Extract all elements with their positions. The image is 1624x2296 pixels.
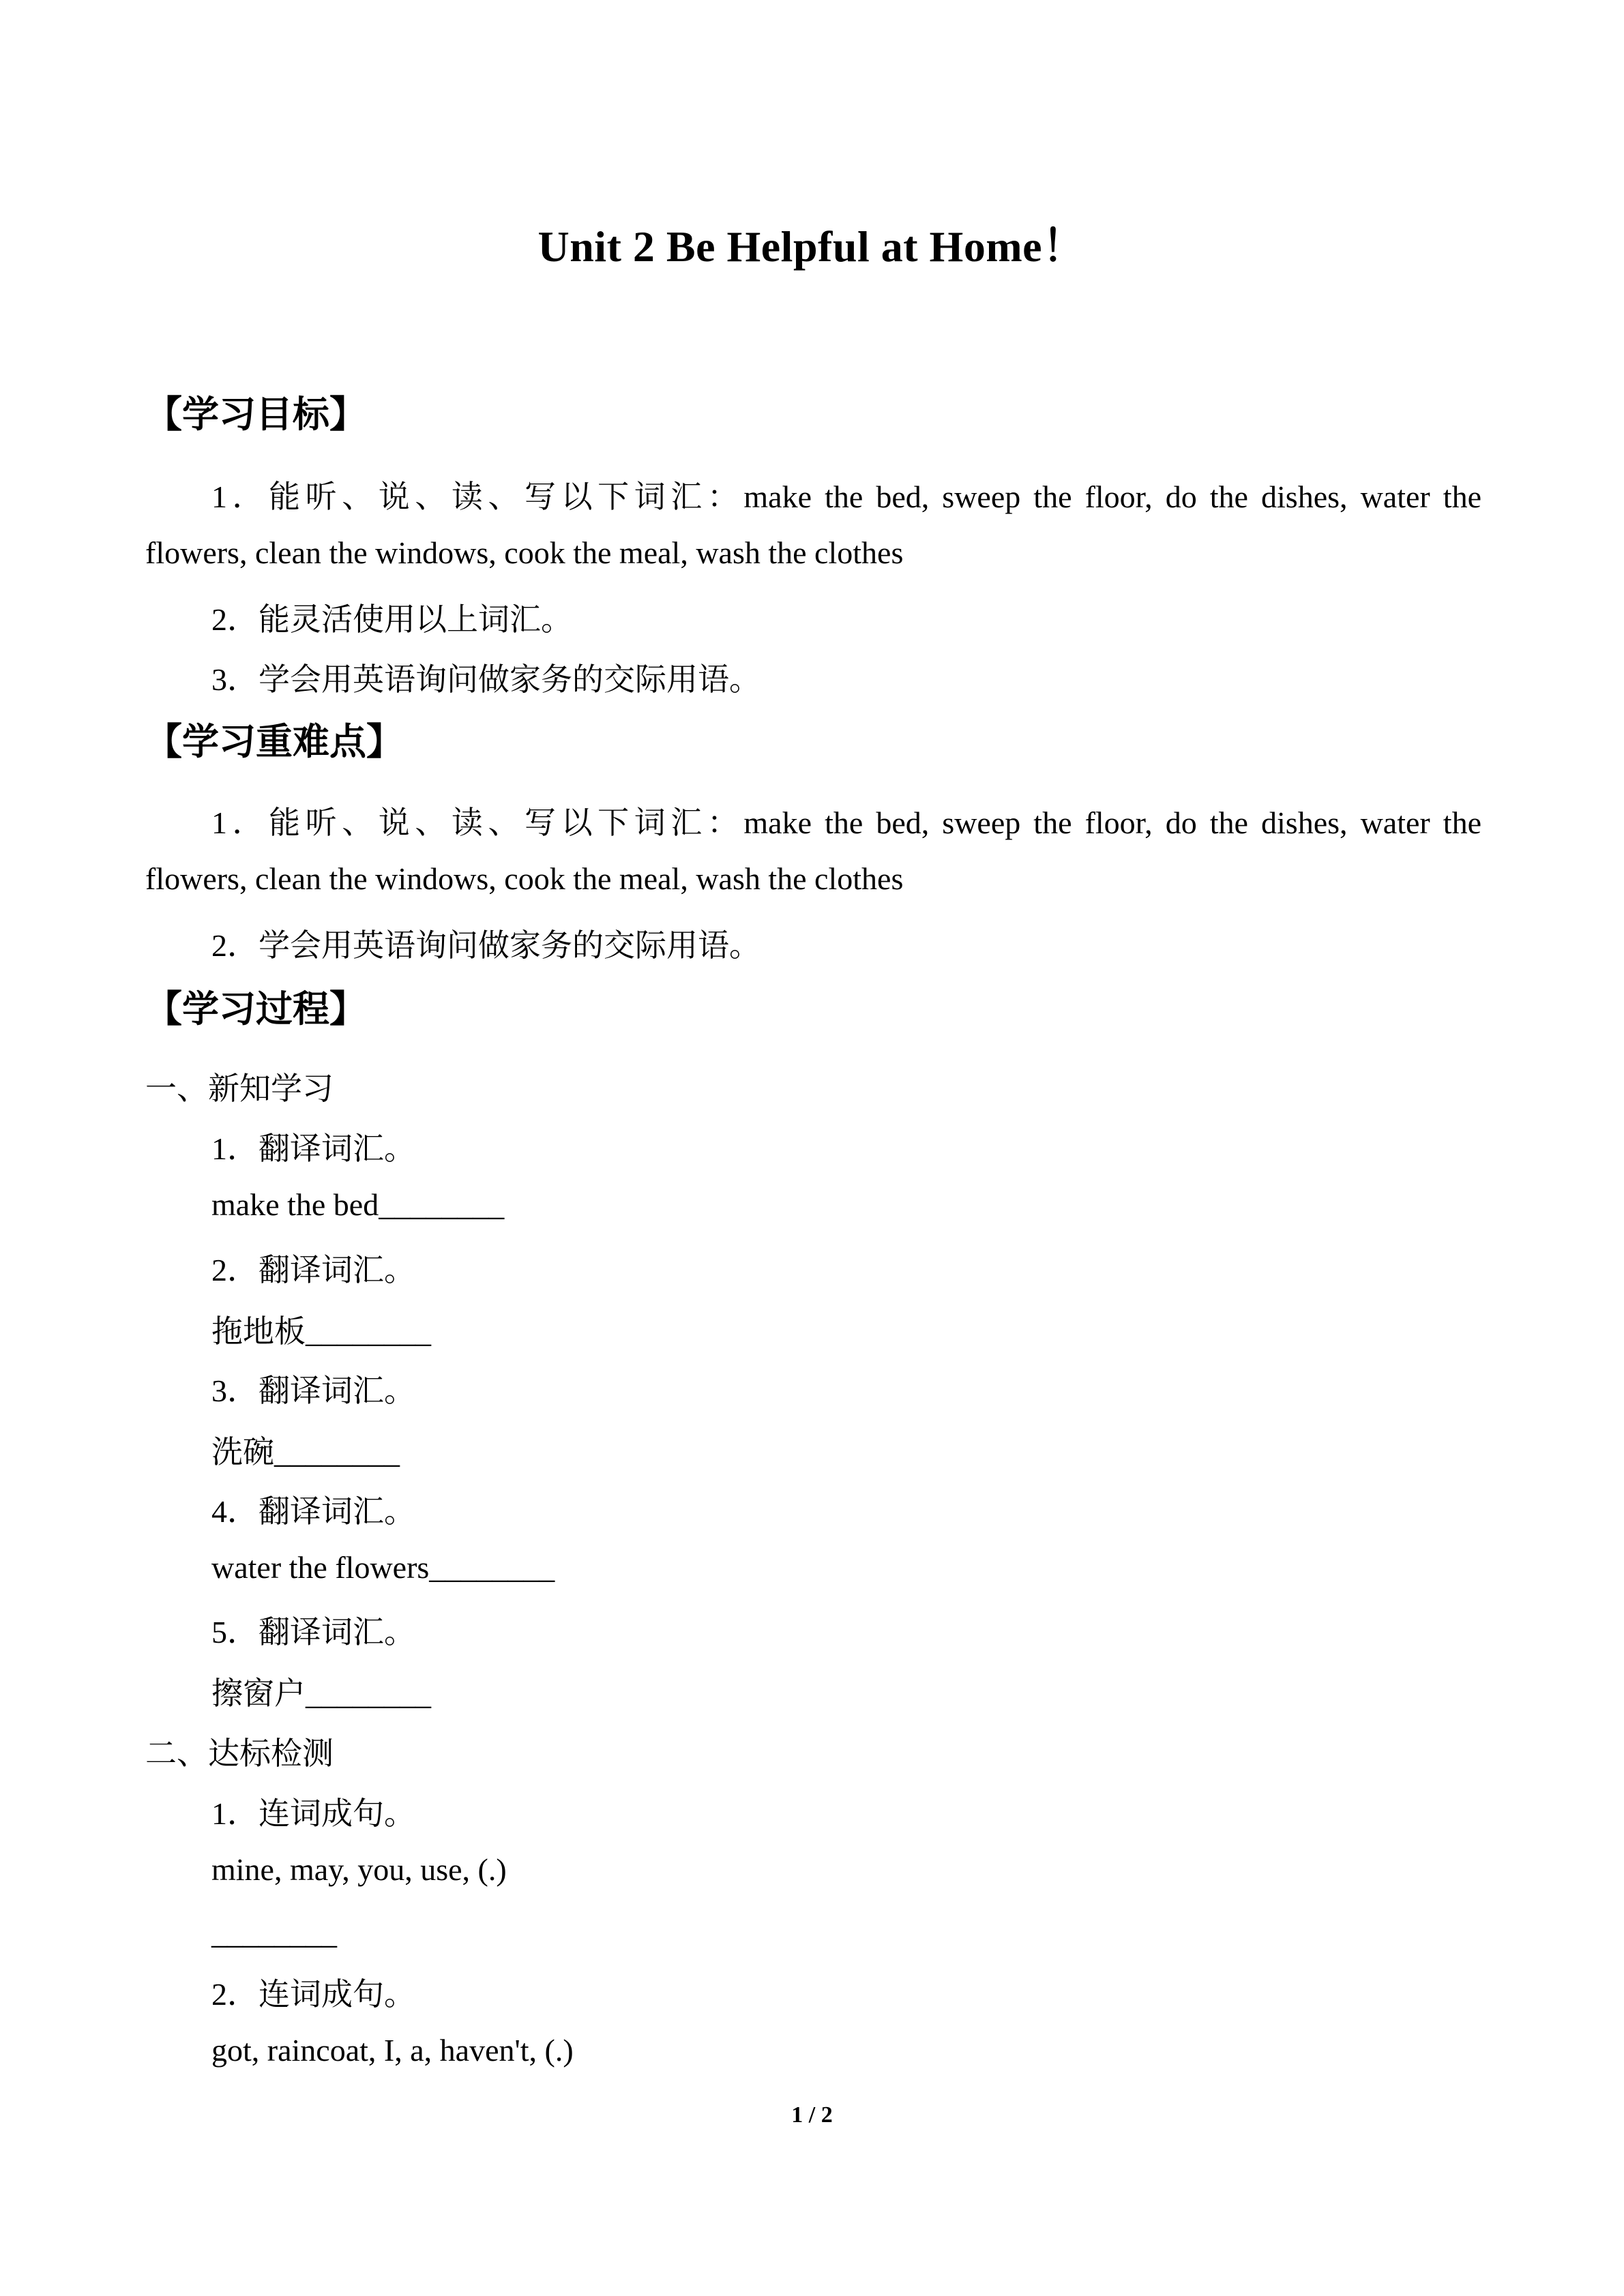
part2-q1: 1．连词成句。	[211, 1796, 415, 1831]
part1-q4: 4．翻译词汇。	[211, 1494, 415, 1529]
goals-item-3: 3．学会用英语询问做家务的交际用语。	[211, 662, 761, 697]
part1-q2: 2．翻译词汇。	[211, 1253, 415, 1287]
part1-a4: water the flowers________	[211, 1550, 555, 1585]
page-title: Unit 2 Be Helpful at Home！	[537, 222, 1087, 271]
part1-q3: 3．翻译词汇。	[211, 1373, 415, 1408]
process-heading: 【学习过程】	[145, 987, 366, 1030]
goals-item-1-line-2: flowers, clean the windows, cook the meal, wash the clothes	[145, 535, 904, 570]
part1-a2: 拖地板________	[211, 1314, 431, 1349]
part2-q2: 2．连词成句。	[211, 1977, 415, 2012]
goals-heading: 【学习目标】	[145, 393, 366, 436]
goals-item-2: 2．能灵活使用以上词汇。	[211, 602, 572, 637]
key-points-item-2: 2．学会用英语询问做家务的交际用语。	[211, 928, 761, 963]
part2-blank1: ________	[211, 1915, 337, 1950]
part2-a1: mine, may, you, use, (.)	[211, 1852, 507, 1887]
part1-a5: 擦窗户________	[211, 1676, 431, 1711]
part1-q5: 5．翻译词汇。	[211, 1615, 415, 1650]
key-points-item-1-line-2: flowers, clean the windows, cook the meal, wash the clothes	[145, 861, 904, 896]
part1-a1: make the bed________	[211, 1187, 505, 1222]
part2-title: 二、达标检测	[145, 1736, 334, 1771]
part1-q1: 1．翻译词汇。	[211, 1131, 415, 1166]
key-points-item-1-line-1: 1．能听、说、读、写以下词汇：make the bed, sweep the floor, do the dishes, water the	[211, 805, 1481, 840]
key-points-heading: 【学习重难点】	[145, 720, 403, 763]
part1-title: 一、新知学习	[145, 1071, 334, 1106]
part2-a2: got, raincoat, I, a, haven't, (.)	[211, 2033, 574, 2068]
part1-a3: 洗碗________	[211, 1435, 400, 1470]
goals-item-1-line-1: 1．能听、说、读、写以下词汇：make the bed, sweep the floor, do the dishes, water the	[211, 479, 1481, 514]
page-number: 1 / 2	[791, 2102, 833, 2128]
